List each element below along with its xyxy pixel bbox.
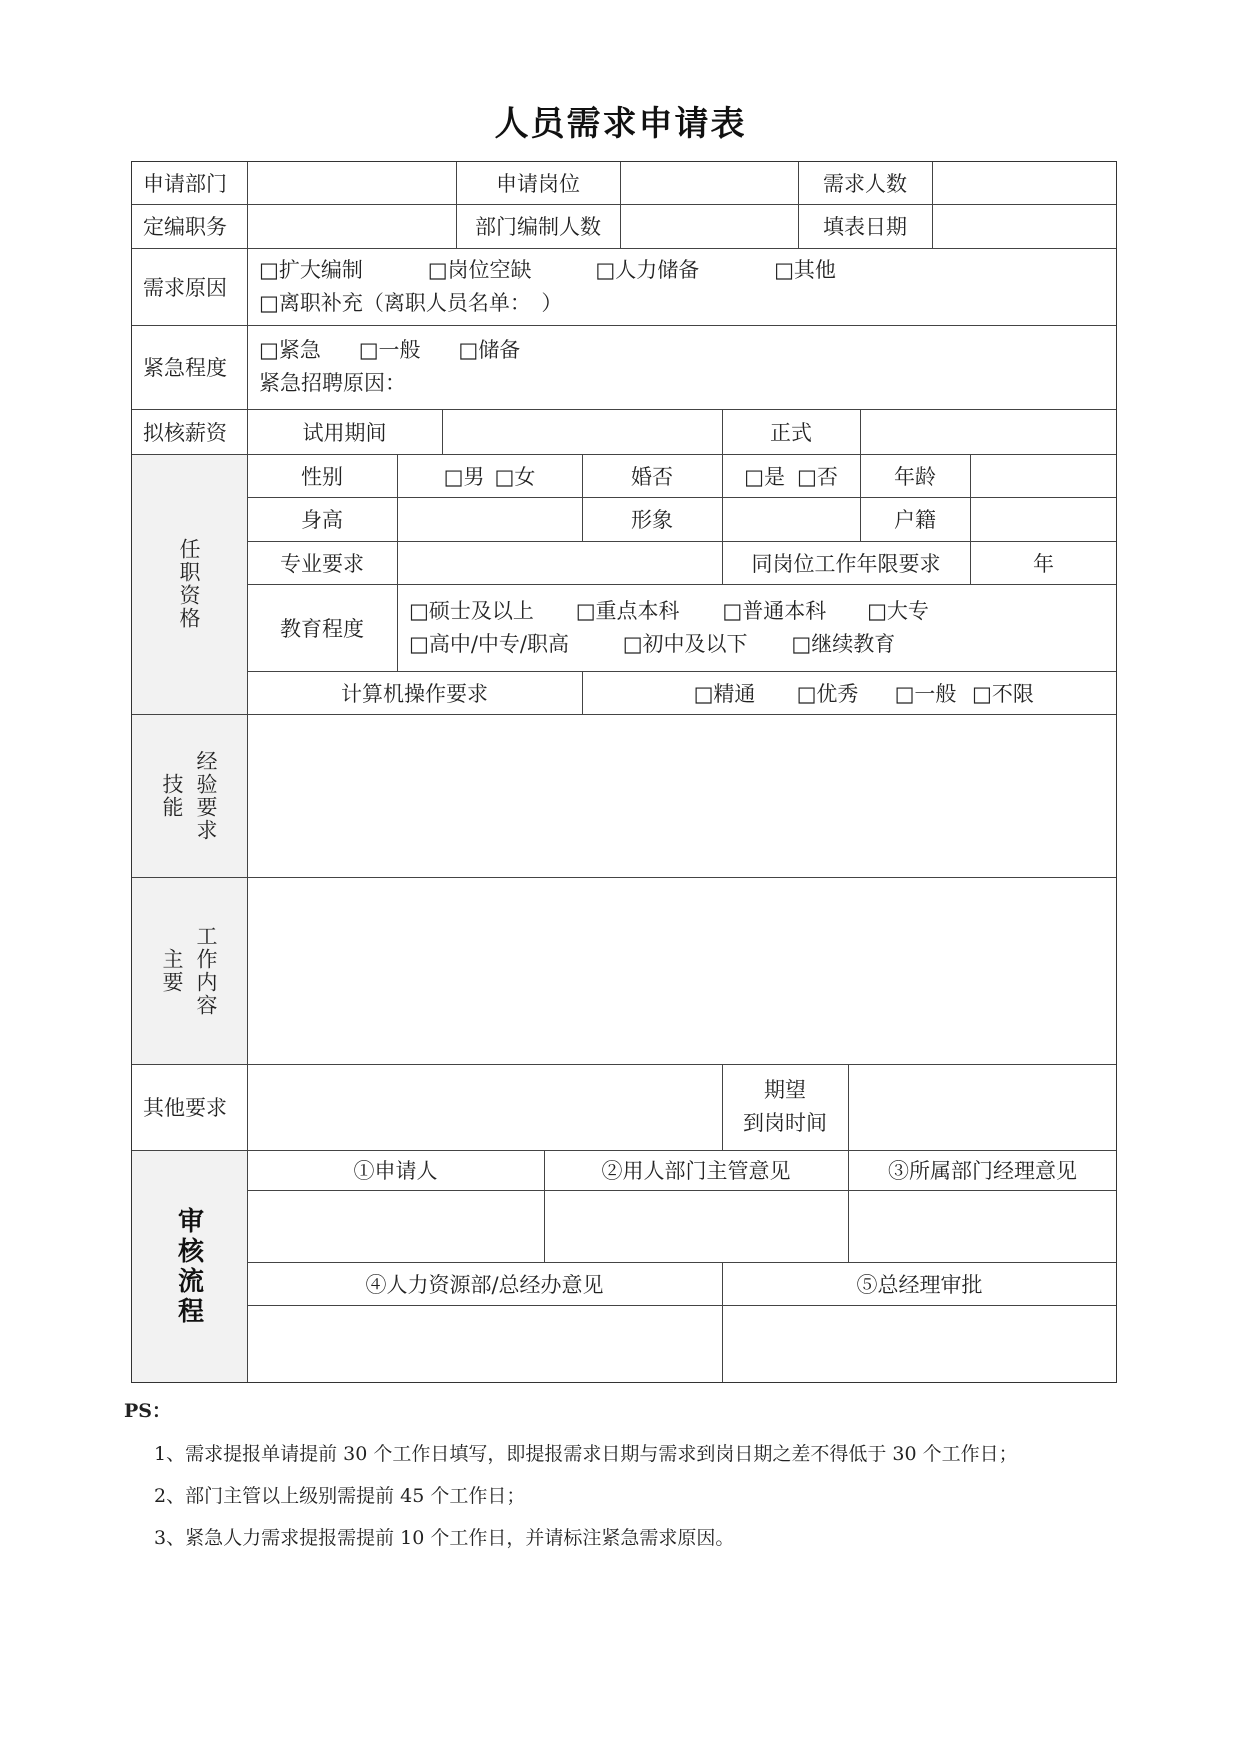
experience-label-a: 技能 <box>160 772 184 819</box>
years-label: 同岗位工作年限要求 <box>751 551 941 576</box>
work-label-a: 主要 <box>160 947 184 994</box>
establish-label: 部门编制人数 <box>475 215 601 239</box>
gender-option-male[interactable]: □男 <box>443 464 485 489</box>
probation-label: 试用期间 <box>302 420 387 445</box>
edu-option-bachelor[interactable]: □普通本科 <box>722 598 827 623</box>
form-border <box>131 161 1117 1383</box>
formal-label: 正式 <box>770 420 812 445</box>
edu-option-master[interactable]: □硕士及以上 <box>409 598 534 623</box>
duty-label: 定编职务 <box>143 215 227 239</box>
urgency-label: 紧急程度 <box>143 356 227 380</box>
ps-title: PS： <box>124 1400 172 1422</box>
other-label: 其他要求 <box>143 1096 227 1120</box>
ps-notes <box>124 1396 1018 1559</box>
gender-option-female[interactable]: □女 <box>494 464 536 489</box>
headcount-label: 需求人数 <box>823 171 907 196</box>
ps-note: 1、需求提报单请提前 30 个工作日填写，即提报需求日期与需求到岗日期之差不得低于 30 个工作日； <box>154 1443 1018 1465</box>
reason-option-vacancy[interactable]: □岗位空缺 <box>427 257 532 282</box>
requisition-form <box>131 161 1117 1383</box>
height-label: 身高 <box>301 508 343 532</box>
urgency-option-normal[interactable]: □一般 <box>358 338 421 362</box>
major-label: 专业要求 <box>280 551 364 576</box>
marital-option-no[interactable]: □否 <box>797 464 838 489</box>
edu-option-key-bachelor[interactable]: □重点本科 <box>575 598 680 623</box>
approval-label: 审核流程 <box>173 1206 204 1327</box>
computer-option-good[interactable]: □优秀 <box>796 681 859 706</box>
urgency-option-urgent[interactable]: □紧急 <box>259 338 321 362</box>
arrival-label-line1: 期望 <box>764 1078 806 1102</box>
age-label: 年龄 <box>894 464 936 489</box>
edu-option-highschool[interactable]: □高中/中专/职高 <box>409 631 569 656</box>
marital-label: 婚否 <box>631 464 673 489</box>
reason-option-reserve[interactable]: □人力储备 <box>595 257 700 282</box>
position-label: 申请岗位 <box>496 171 580 196</box>
approval-step-manager: ③所属部门经理意见 <box>888 1159 1077 1183</box>
gender-label: 性别 <box>301 464 343 489</box>
hukou-label: 户籍 <box>894 508 936 532</box>
image-label: 形象 <box>631 508 673 532</box>
experience-label-b: 经验要求 <box>194 749 218 842</box>
approval-step-applicant: ①申请人 <box>353 1159 438 1183</box>
urgency-reason-label: 紧急招聘原因： <box>259 371 406 395</box>
ps-note: 3、紧急人力需求提报需提前 10 个工作日，并请标注紧急需求原因。 <box>154 1527 735 1549</box>
ps-note: 2、部门主管以上级别需提前 45 个工作日； <box>154 1485 526 1507</box>
approval-step-hr: ④人力资源部/总经办意见 <box>365 1272 604 1297</box>
computer-label: 计算机操作要求 <box>341 681 488 706</box>
approval-step-gm: ⑤总经理审批 <box>856 1272 983 1297</box>
approval-step-supervisor: ②用人部门主管意见 <box>601 1159 791 1183</box>
reason-option-expand[interactable]: □扩大编制 <box>259 257 363 282</box>
reason-option-replacement[interactable]: □离职补充（离职人员名单： ） <box>259 290 563 315</box>
work-label-b: 工作内容 <box>194 924 218 1017</box>
dept-label: 申请部门 <box>143 171 227 196</box>
edu-option-college[interactable]: □大专 <box>867 598 929 623</box>
form-title: 人员需求申请表 <box>494 104 747 144</box>
computer-option-normal[interactable]: □一般 <box>894 681 957 706</box>
reason-option-other[interactable]: □其他 <box>774 257 836 282</box>
computer-option-expert[interactable]: □精通 <box>693 681 756 706</box>
reason-label: 需求原因 <box>143 275 227 300</box>
fill-date-label: 填表日期 <box>823 215 907 239</box>
marital-option-yes[interactable]: □是 <box>744 464 785 489</box>
edu-option-junior[interactable]: □初中及以下 <box>622 631 748 656</box>
edu-option-continuing[interactable]: □继续教育 <box>791 631 896 656</box>
arrival-label-line2: 到岗时间 <box>743 1111 827 1135</box>
education-label: 教育程度 <box>280 616 364 641</box>
computer-option-unlimited[interactable]: □不限 <box>972 681 1034 706</box>
qualification-label: 任职资格 <box>177 538 201 630</box>
years-unit[interactable]: 年 <box>1033 551 1054 576</box>
urgency-option-reserve[interactable]: □储备 <box>458 338 521 362</box>
salary-label: 拟核薪资 <box>143 420 227 445</box>
